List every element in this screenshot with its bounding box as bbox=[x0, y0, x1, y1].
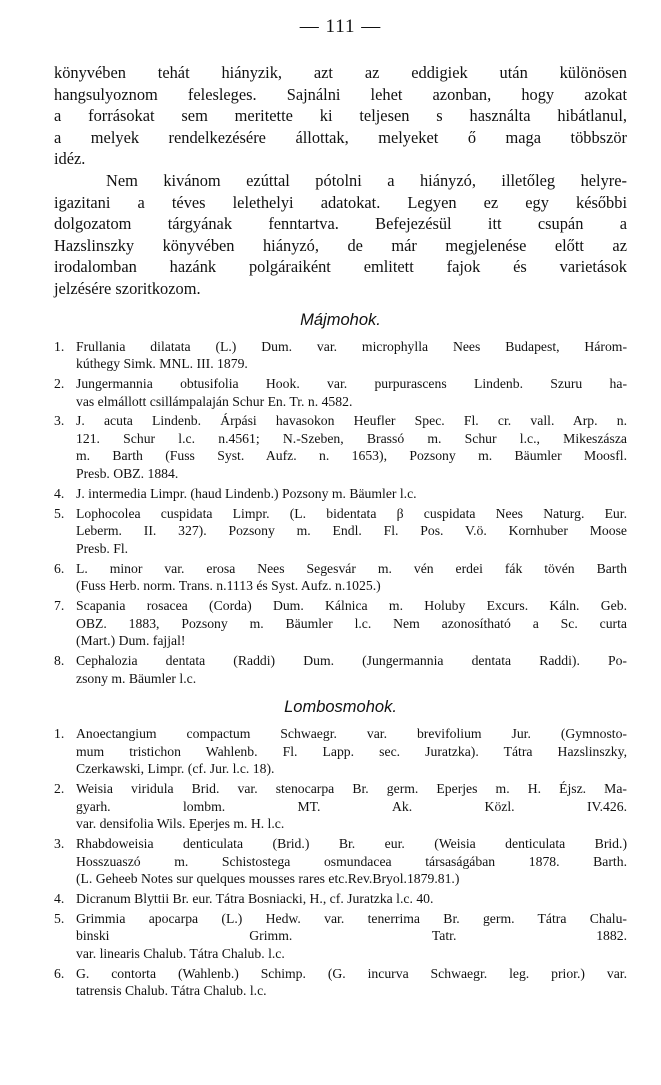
entry-number: 2. bbox=[54, 375, 65, 391]
entry-line: Lophocolea cuspidata Limpr. (L. bidentata β cuspidata Nees Naturg. Eur. bbox=[76, 505, 627, 521]
page-number: — 111 — bbox=[299, 16, 382, 37]
entry-line: Czerkawski, Limpr. (cf. Jur. l.c. 18). bbox=[76, 761, 275, 777]
entry-line: Leberm. II. 327). Pozsony m. Endl. Fl. Pos. V.ö. Kornhuber Moose bbox=[76, 523, 627, 539]
entry-line: Grimmia apocarpa (L.) Hedw. var. tenerrima Br. germ. Tátra Chalu- bbox=[76, 910, 627, 926]
text-line: irodalomban hazánk polgáraiként emlitett fajok és varietások bbox=[54, 257, 627, 277]
species-entry bbox=[54, 910, 627, 963]
text-line: a forrásokat sem meritette ki teljesen s használta hibátlanul, bbox=[54, 106, 627, 126]
entry-line: Jungermannia obtusifolia Hook. var. purpurascens Lindenb. Szuru ha- bbox=[76, 375, 627, 391]
entry-line: 121. Schur l.c. n.4561; N.-Szeben, Brassó m. Schur l.c., Mikeszásza bbox=[76, 430, 627, 446]
entry-line: Cephalozia dentata (Raddi) Dum. (Jungermannia dentata Raddi). Po- bbox=[76, 652, 627, 668]
entry-line: Hosszuaszó m. Schistostega osmundacea társaságában 1878. Barth. bbox=[76, 853, 627, 869]
entry-line: (Fuss Herb. norm. Trans. n.1113 és Syst. Aufz. n.1025.) bbox=[76, 578, 381, 594]
entry-line: (L. Geheeb Notes sur quelques mousses rares etc.Rev.Bryol.1879.81.) bbox=[76, 871, 460, 887]
species-entry bbox=[54, 412, 627, 482]
entry-line: J. acuta Lindenb. Árpási havasokon Heufler Spec. Fl. cr. vall. Arp. n. bbox=[76, 413, 627, 429]
text-line: jelzésére szoritkozom. bbox=[54, 278, 201, 298]
entry-number: 8. bbox=[54, 652, 65, 668]
species-entry bbox=[54, 485, 627, 503]
species-entry bbox=[54, 652, 627, 687]
species-entry bbox=[54, 835, 627, 888]
entry-line: (Mart.) Dum. fajjal! bbox=[76, 633, 186, 649]
entry-line: Scapania rosacea (Corda) Dum. Kálnica m. Holuby Excurs. Káln. Geb. bbox=[76, 597, 627, 613]
species-entry bbox=[54, 375, 627, 410]
intro-paragraph bbox=[54, 170, 627, 300]
species-list bbox=[54, 338, 627, 688]
entry-line: G. contorta (Wahlenb.) Schimp. (G. incurva Schwaegr. leg. prior.) var. bbox=[76, 965, 627, 981]
entry-line: kúthegy Simk. MNL. III. 1879. bbox=[76, 356, 248, 372]
text-line: hangsulyoznom felesleges. Sajnálni lehet azonban, hogy azokat bbox=[54, 84, 627, 104]
species-entry bbox=[54, 338, 627, 373]
section-heading: Májmohok. bbox=[300, 310, 381, 329]
species-entry bbox=[54, 890, 627, 908]
entry-line: m. Barth (Fuss Syst. Aufz. n. 1653), Pozsony m. Bäumler Moosfl. bbox=[76, 448, 627, 464]
entry-line: J. intermedia Limpr. (haud Lindenb.) Pozsony m. Bäumler l.c. bbox=[76, 485, 417, 501]
text-line: idéz. bbox=[54, 149, 86, 169]
entry-line: Rhabdoweisia denticulata (Brid.) Br. eur. (Weisia denticulata Brid.) bbox=[76, 836, 627, 852]
entry-line: vas elmállott csillámpalaján Schur En. Tr. n. 4582. bbox=[76, 393, 353, 409]
intro-text bbox=[54, 62, 627, 300]
entry-line: gyarh. lombm. MT. Ak. Közl. IV.426. bbox=[76, 798, 627, 814]
entry-line: Weisia viridula Brid. var. stenocarpa Br. germ. Eperjes m. H. Éjsz. Ma- bbox=[76, 781, 627, 797]
intro-paragraph bbox=[54, 62, 627, 170]
species-entry bbox=[54, 597, 627, 650]
entry-number: 5. bbox=[54, 910, 65, 926]
species-entry bbox=[54, 725, 627, 778]
entry-number: 4. bbox=[54, 485, 65, 501]
entry-line: Frullania dilatata (L.) Dum. var. microphylla Nees Budapest, Három- bbox=[76, 338, 627, 354]
entry-number: 2. bbox=[54, 781, 65, 797]
entry-line: zsony m. Bäumler l.c. bbox=[76, 670, 197, 686]
species-list bbox=[54, 725, 627, 1000]
entry-line: Presb. Fl. bbox=[76, 540, 129, 556]
entry-line: var. densifolia Wils. Eperjes m. H. l.c. bbox=[76, 816, 285, 832]
species-entry bbox=[54, 780, 627, 833]
entry-line: Presb. OBZ. 1884. bbox=[76, 466, 179, 482]
section-heading: Lombosmohok. bbox=[284, 698, 397, 717]
entry-number: 4. bbox=[54, 891, 65, 907]
species-entry bbox=[54, 505, 627, 558]
entry-line: Anoectangium compactum Schwaegr. var. brevifolium Jur. (Gymnosto- bbox=[76, 726, 627, 742]
entry-number: 3. bbox=[54, 413, 65, 429]
entry-number: 1. bbox=[54, 338, 65, 354]
entry-number: 6. bbox=[54, 560, 65, 576]
entry-line: OBZ. 1883, Pozsony m. Bäumler l.c. Nem azonosítható a Sc. curta bbox=[76, 615, 627, 631]
entry-line: Dicranum Blyttii Br. eur. Tátra Bosniacki, H., cf. Juratzka l.c. 40. bbox=[76, 891, 434, 907]
text-line: dolgozatom tárgyának fenntartva. Befejezésül itt csupán a bbox=[54, 214, 627, 234]
entry-number: 6. bbox=[54, 965, 65, 981]
entry-number: 5. bbox=[54, 505, 65, 521]
species-entry bbox=[54, 560, 627, 595]
species-section bbox=[54, 310, 627, 688]
text-line: könyvében tehát hiányzik, azt az eddigiek után különösen bbox=[54, 63, 627, 82]
entry-line: var. linearis Chalub. Tátra Chalub. l.c. bbox=[76, 946, 285, 961]
text-line: Nem kivánom ezúttal pótolni a hiányzó, illetőleg helyre- bbox=[106, 170, 627, 190]
species-sections bbox=[54, 310, 627, 1000]
entry-line: mum tristichon Wahlenb. Fl. Lapp. sec. Juratzka). Tátra Hazslinszky, bbox=[76, 743, 627, 759]
entry-line: binski Grimm. Tatr. 1882. bbox=[76, 928, 627, 944]
entry-number: 3. bbox=[54, 836, 65, 852]
text-line: Hazslinszky könyvében hiányzó, de már megjelenése előtt az bbox=[54, 235, 627, 255]
entry-number: 7. bbox=[54, 597, 65, 613]
text-line: igazitani a téves lelethelyi adatokat. Legyen ez egy későbbi bbox=[54, 192, 627, 212]
entry-number: 1. bbox=[54, 726, 65, 742]
text-line: a melyek rendelkezésére állottak, melyeket ő maga többször bbox=[54, 127, 627, 147]
species-section bbox=[54, 697, 627, 1000]
entry-line: L. minor var. erosa Nees Segesvár m. vén erdei fák tövén Barth bbox=[76, 560, 627, 576]
entry-line: tatrensis Chalub. Tátra Chalub. l.c. bbox=[76, 983, 267, 999]
species-entry bbox=[54, 965, 627, 1000]
